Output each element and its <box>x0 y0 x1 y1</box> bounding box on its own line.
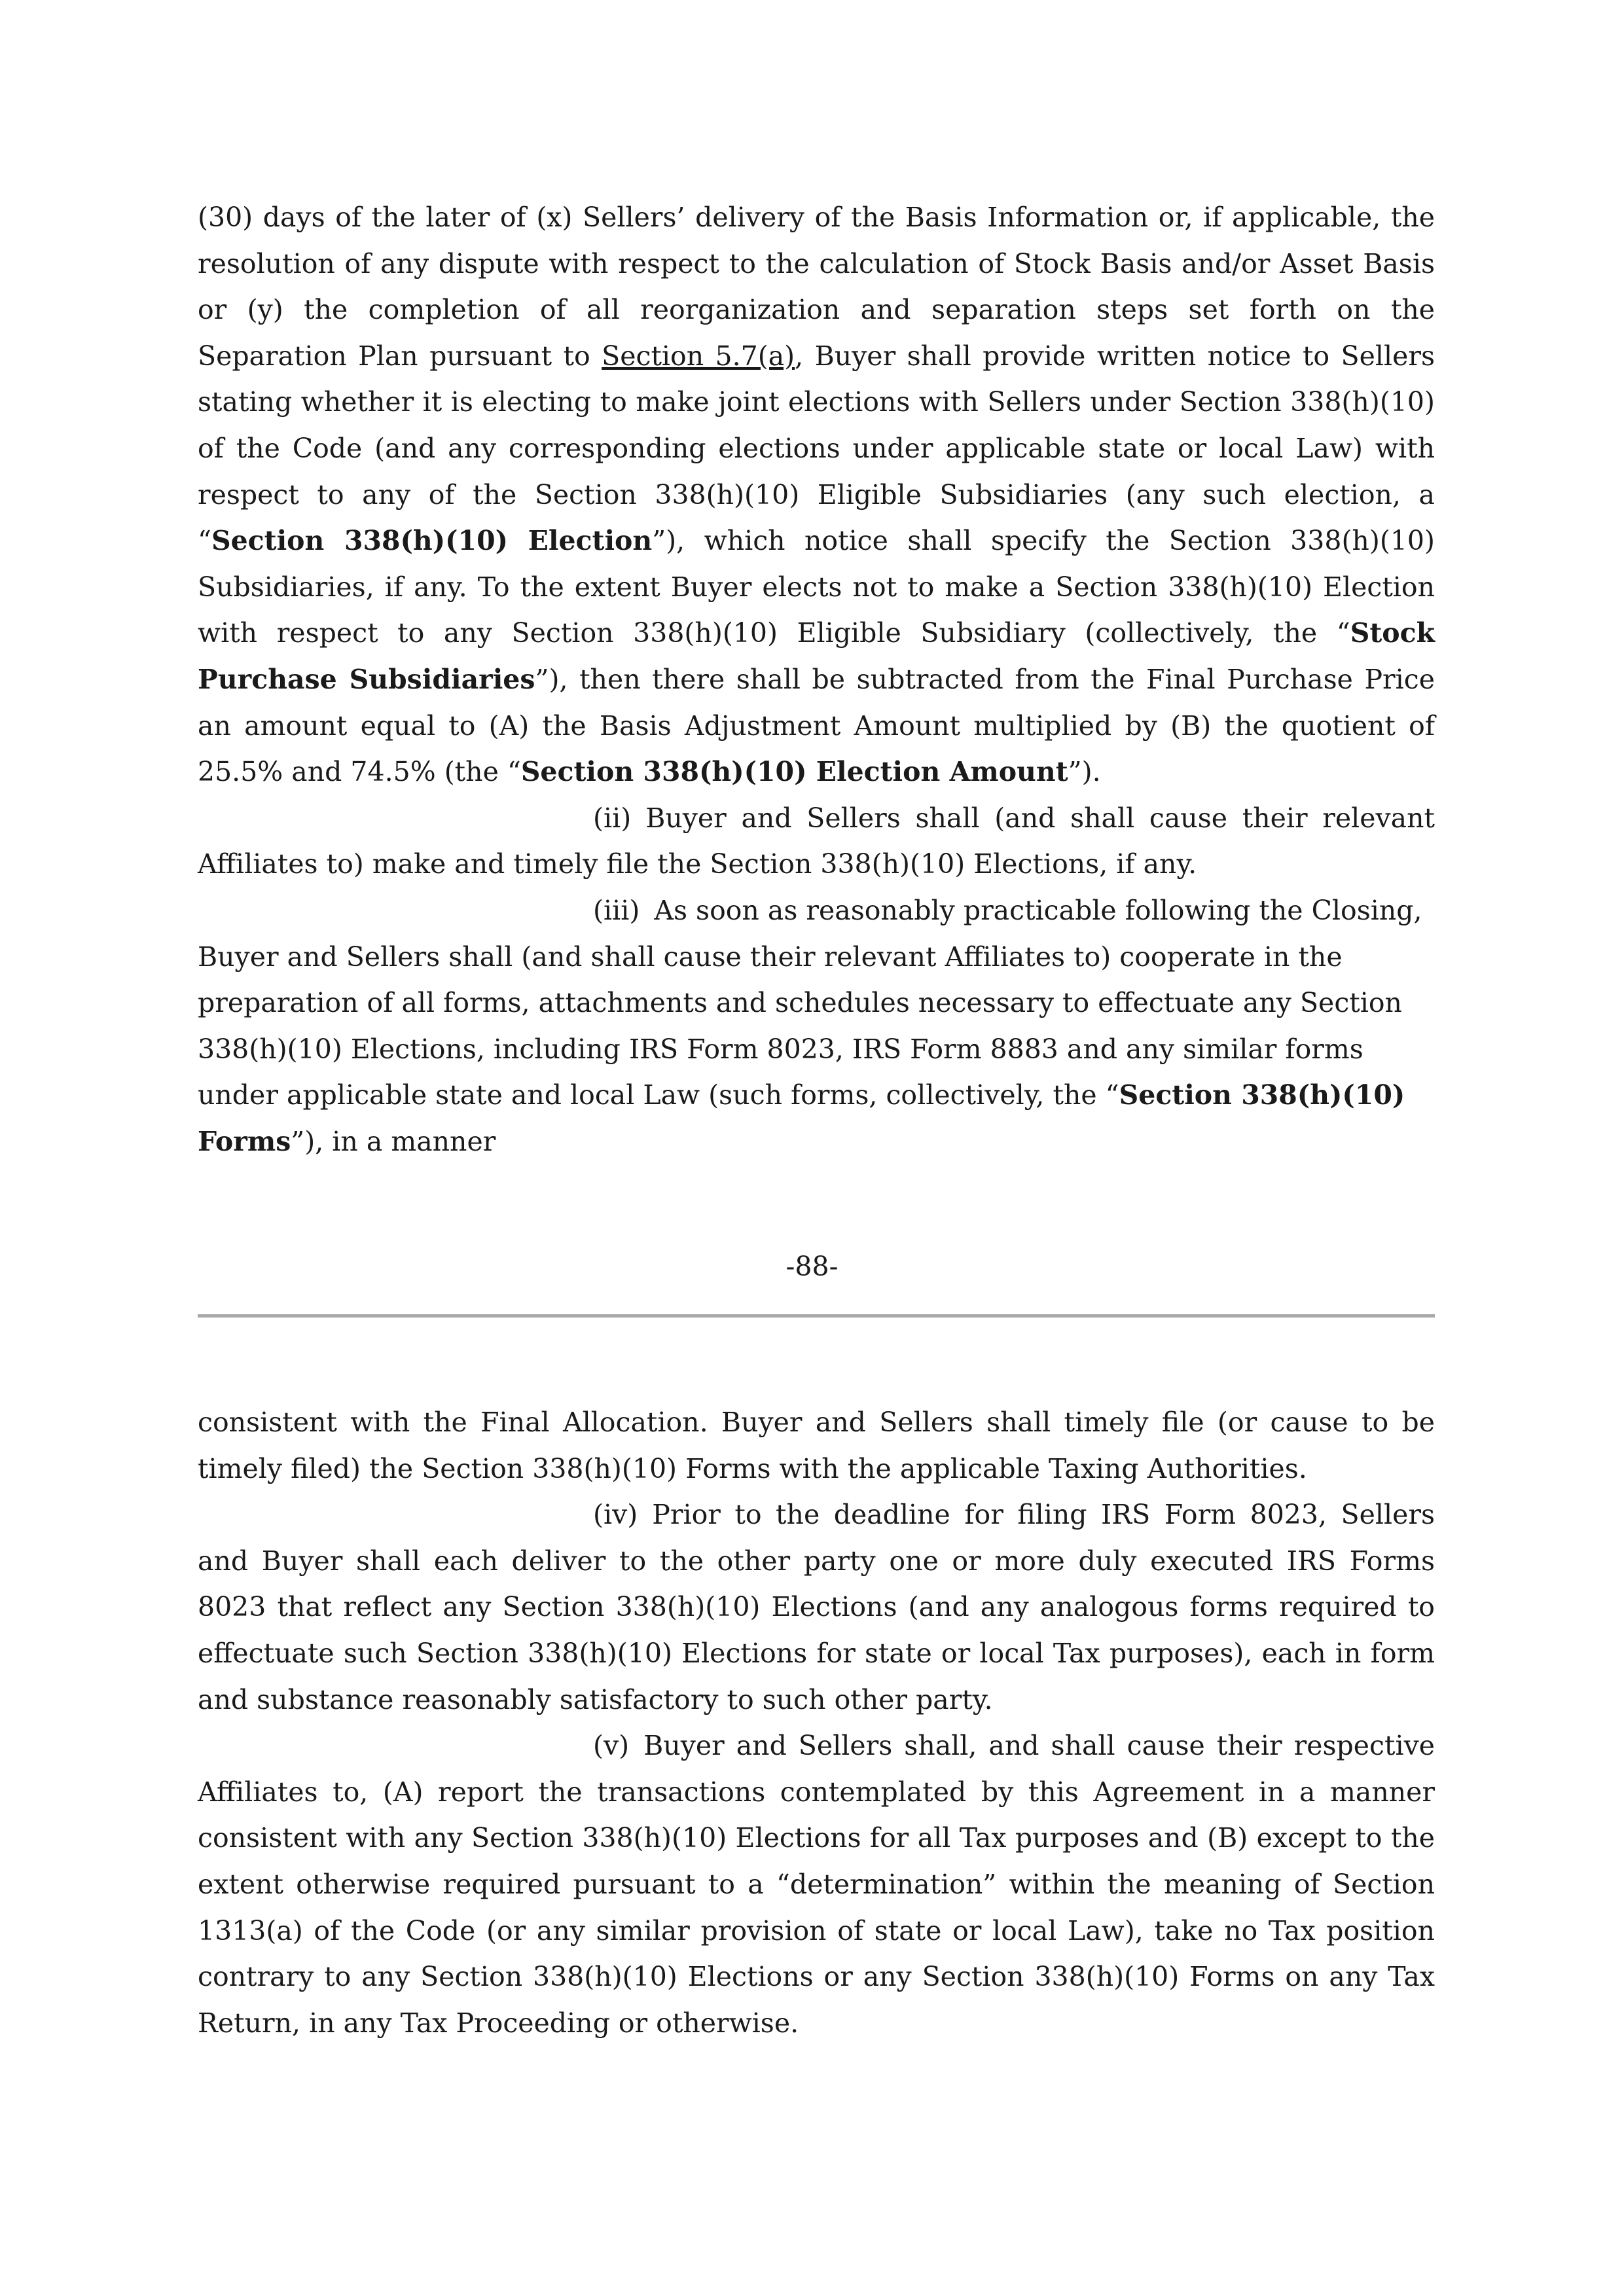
page-divider <box>198 1314 1435 1318</box>
paragraph-continuation <box>198 194 1435 795</box>
clause-iv <box>198 1492 1435 1723</box>
defined-term: Section 338(h)(10) Election Amount <box>520 756 1068 788</box>
defined-term: Stock Purchase Subsidiaries <box>198 617 1435 695</box>
paragraph-text: consistent with the Final Allocation. Buyer and Sellers shall timely file (or cause to be timely filed) the Section 338(h)(10) Forms with the applicable Taxing Authorities. <box>198 1407 1435 1484</box>
page-88-body <box>198 194 1435 1164</box>
page-number: -88- <box>785 1251 839 1282</box>
paragraph-text: ”). <box>1068 756 1101 788</box>
clause-text: Buyer and Sellers shall (and shall cause their relevant Affiliates to) make and timely file the Section 338(h)(10) Elections, if any. <box>198 802 1435 880</box>
clause-iii <box>198 888 1435 1165</box>
clause-text: ”), in a manner <box>291 1125 496 1157</box>
clause-marker: (ii) <box>593 802 632 834</box>
clause-marker: (v) <box>593 1730 630 1762</box>
clause-text: Prior to the deadline for filing IRS Form 8023, Sellers and Buyer shall each deliver to the other party one or more duly executed IRS Forms 8023 that reflect any Section 338(h)(10) Elections (and any analogous forms required to effectuate such Section 338(h)(10) Elections for state or local Tax purposes), each in form and substance reasonably satisfactory to such other party. <box>198 1499 1435 1715</box>
clause-v <box>198 1723 1435 2046</box>
paragraph-text: , Buyer shall provide written notice to Sellers stating whether it is electing to make joint elections with Sellers under Section 338(h)(10) of the Code (and any corresponding elections under applicable state or local Law) with respect to any of the Section 338(h)(10) Eligible Subsidiaries (any such election, a “ <box>198 340 1435 557</box>
paragraph-text: (30) days of the later of (x) Sellers’ delivery of the Basis Information or, if applicable, the resolution of any dispute with respect to the calculation of Stock Basis and/or Asset Basis or (y) the completion of all reorganization and separation steps set forth on the Separation Plan pursuant to <box>198 202 1435 372</box>
clause-marker: (iv) <box>593 1499 638 1531</box>
clause-ii <box>198 795 1435 888</box>
clause-text: Buyer and Sellers shall, and shall cause their respective Affiliates to, (A) report the transactions contemplated by this Agreement in a manner consistent with any Section 338(h)(10) Elections for all Tax purposes and (B) except to the extent otherwise required pursuant to a “determination” within the meaning of Section 1313(a) of the Code (or any similar provision of state or local Law), take no Tax position contrary to any Section 338(h)(10) Elections or any Section 338(h)(10) Forms on any Tax Return, in any Tax Proceeding or otherwise. <box>198 1730 1435 2039</box>
paragraph-text: ”), which notice shall specify the Section 338(h)(10) Subsidiaries, if any. To the extent Buyer elects not to make a Section 338(h)(10) Election with respect to any Section 338(h)(10) Eligible Subsidiary (collectively, the “ <box>198 525 1435 649</box>
clause-text: As soon as reasonably practicable following the Closing, Buyer and Sellers shall (and shall cause their relevant Affiliates to) cooperate in the preparation of all forms, attachments and schedules necessary to effectuate any Section 338(h)(10) Elections, including IRS Form 8023, IRS Form 8883 and any similar forms under applicable state and local Law (such forms, collectively, the “ <box>198 894 1422 1111</box>
paragraph-continuation <box>198 1399 1435 1492</box>
defined-term: Section 338(h)(10) Forms <box>198 1079 1405 1157</box>
paragraph-text: ”), then there shall be subtracted from the Final Purchase Price an amount equal to (A) the Basis Adjustment Amount multiplied by (B) the quotient of 25.5% and 74.5% (the “ <box>198 663 1435 788</box>
page-89-body <box>198 1399 1435 2046</box>
section-reference-link[interactable]: Section 5.7(a) <box>602 340 795 372</box>
defined-term: Section 338(h)(10) Election <box>211 525 653 557</box>
clause-marker: (iii) <box>593 894 640 926</box>
